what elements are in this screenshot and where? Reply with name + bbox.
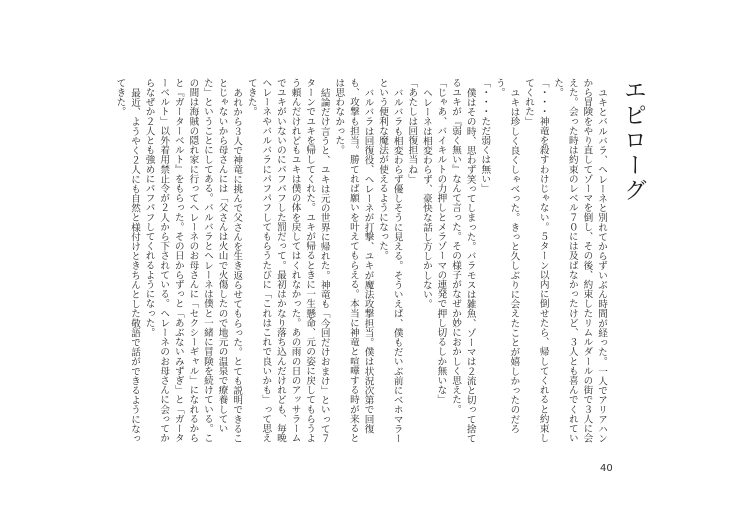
- paragraph: ユキは珍しく良くしゃべった。きっと久しぶりに会えたことが嬉しかったのだろう。: [493, 78, 520, 434]
- paragraph: 「・・・神竜を殺すわけじゃない。５ターン以内に倒せたら、帰してくれると約束してくれた」: [523, 78, 549, 443]
- paragraph: 「あたしは回復担当ね」: [406, 78, 418, 184]
- paragraph: バルバラは回復役、ヘレーネが打撃、ユキが魔法攻撃担当。僕は状況次第で回復も、攻撃も担当。勝てれば願いを叶えてもらえる。本当に神竜と喧嘩する時が来るとは思わなかった。: [333, 78, 374, 443]
- paragraph: 僕はその時、思わず笑ってしまった。バラモスは雑魚、ゾーマは２流と切って捨てるユキが『弱く無い』なんて言った。その様子がなぜか妙におかしく思えた。: [450, 78, 476, 443]
- paragraph: ユキとバルバラ、ヘレーネと別れてからずいぶん時間が経った。一人でアリアハンから冒険をやり直してゾーマを倒し、その後、約束したリムルダールの街で３人に会えた。会った時は約束のレベル７０には及ばなかったけど、３人とも喜んでくれていた。: [552, 78, 607, 443]
- paragraph: ヘレーネは相変わらず、豪快な話し方しかしない。: [420, 87, 432, 309]
- paragraph: バルバラも相変わらず優しそうに見える。そういえば、僕もだいぶ前にベホマラーという便利な魔法が使えるようになった。: [377, 78, 403, 443]
- paragraph: あれから３人で神竜に挑んで父さんを生き返らせてもらった。とても説明できることじゃないから母さんには「父さんは火山で火傷したので地元の温泉で療養していた」ということにしてある。バルバラとヘレーネは僕と一緒に冒険を続けている。この間は海賊の隠れ家に行ってヘレーネのお母さんに「セクシーギャル」になれるからと『ガーターベルト』をもらった。その日からずっと「あぶないみずぎ」と「ガーターベルト」以外着用禁止令が２人から下されている。ヘレーネのお母さんに会ってからなぜか２人とも強めにパフパフしてくれるようになった。: [143, 78, 243, 443]
- paragraph: 「・・・ただ弱くは無い」: [479, 78, 491, 194]
- vertical-text-block: [88, 78, 648, 443]
- page-number: 40: [600, 463, 613, 474]
- paragraph: 「じゃあ、バイキルトの力押しとメラゾーマの連発で押し切るしか無いな」: [435, 78, 447, 405]
- paragraph: 結論だけ言うと、ユキは元の世界に帰れた。神竜も「今回だけおまけ」といって７ターンでユキを帰してくれた。ユキが帰るときに一生懸命、元の姿に戻してもらうよう頼んだけれどもユキは僕の体を戻してはくれなかった。あの雨の日のアッサラームでユキがいないのにパフパフした罰だって。最初はかなり落ち込んだけれども、毎晩ヘレーネやバルバラにパフパフしてもらうたびに「これはこれで良いかも」って思えてきた。: [245, 78, 330, 443]
- paragraph: 最近、ようやく２人にも自然と様付けときちんとした敬語で話ができるようになってきた。: [114, 78, 140, 443]
- chapter-title: エピローグ: [620, 78, 646, 203]
